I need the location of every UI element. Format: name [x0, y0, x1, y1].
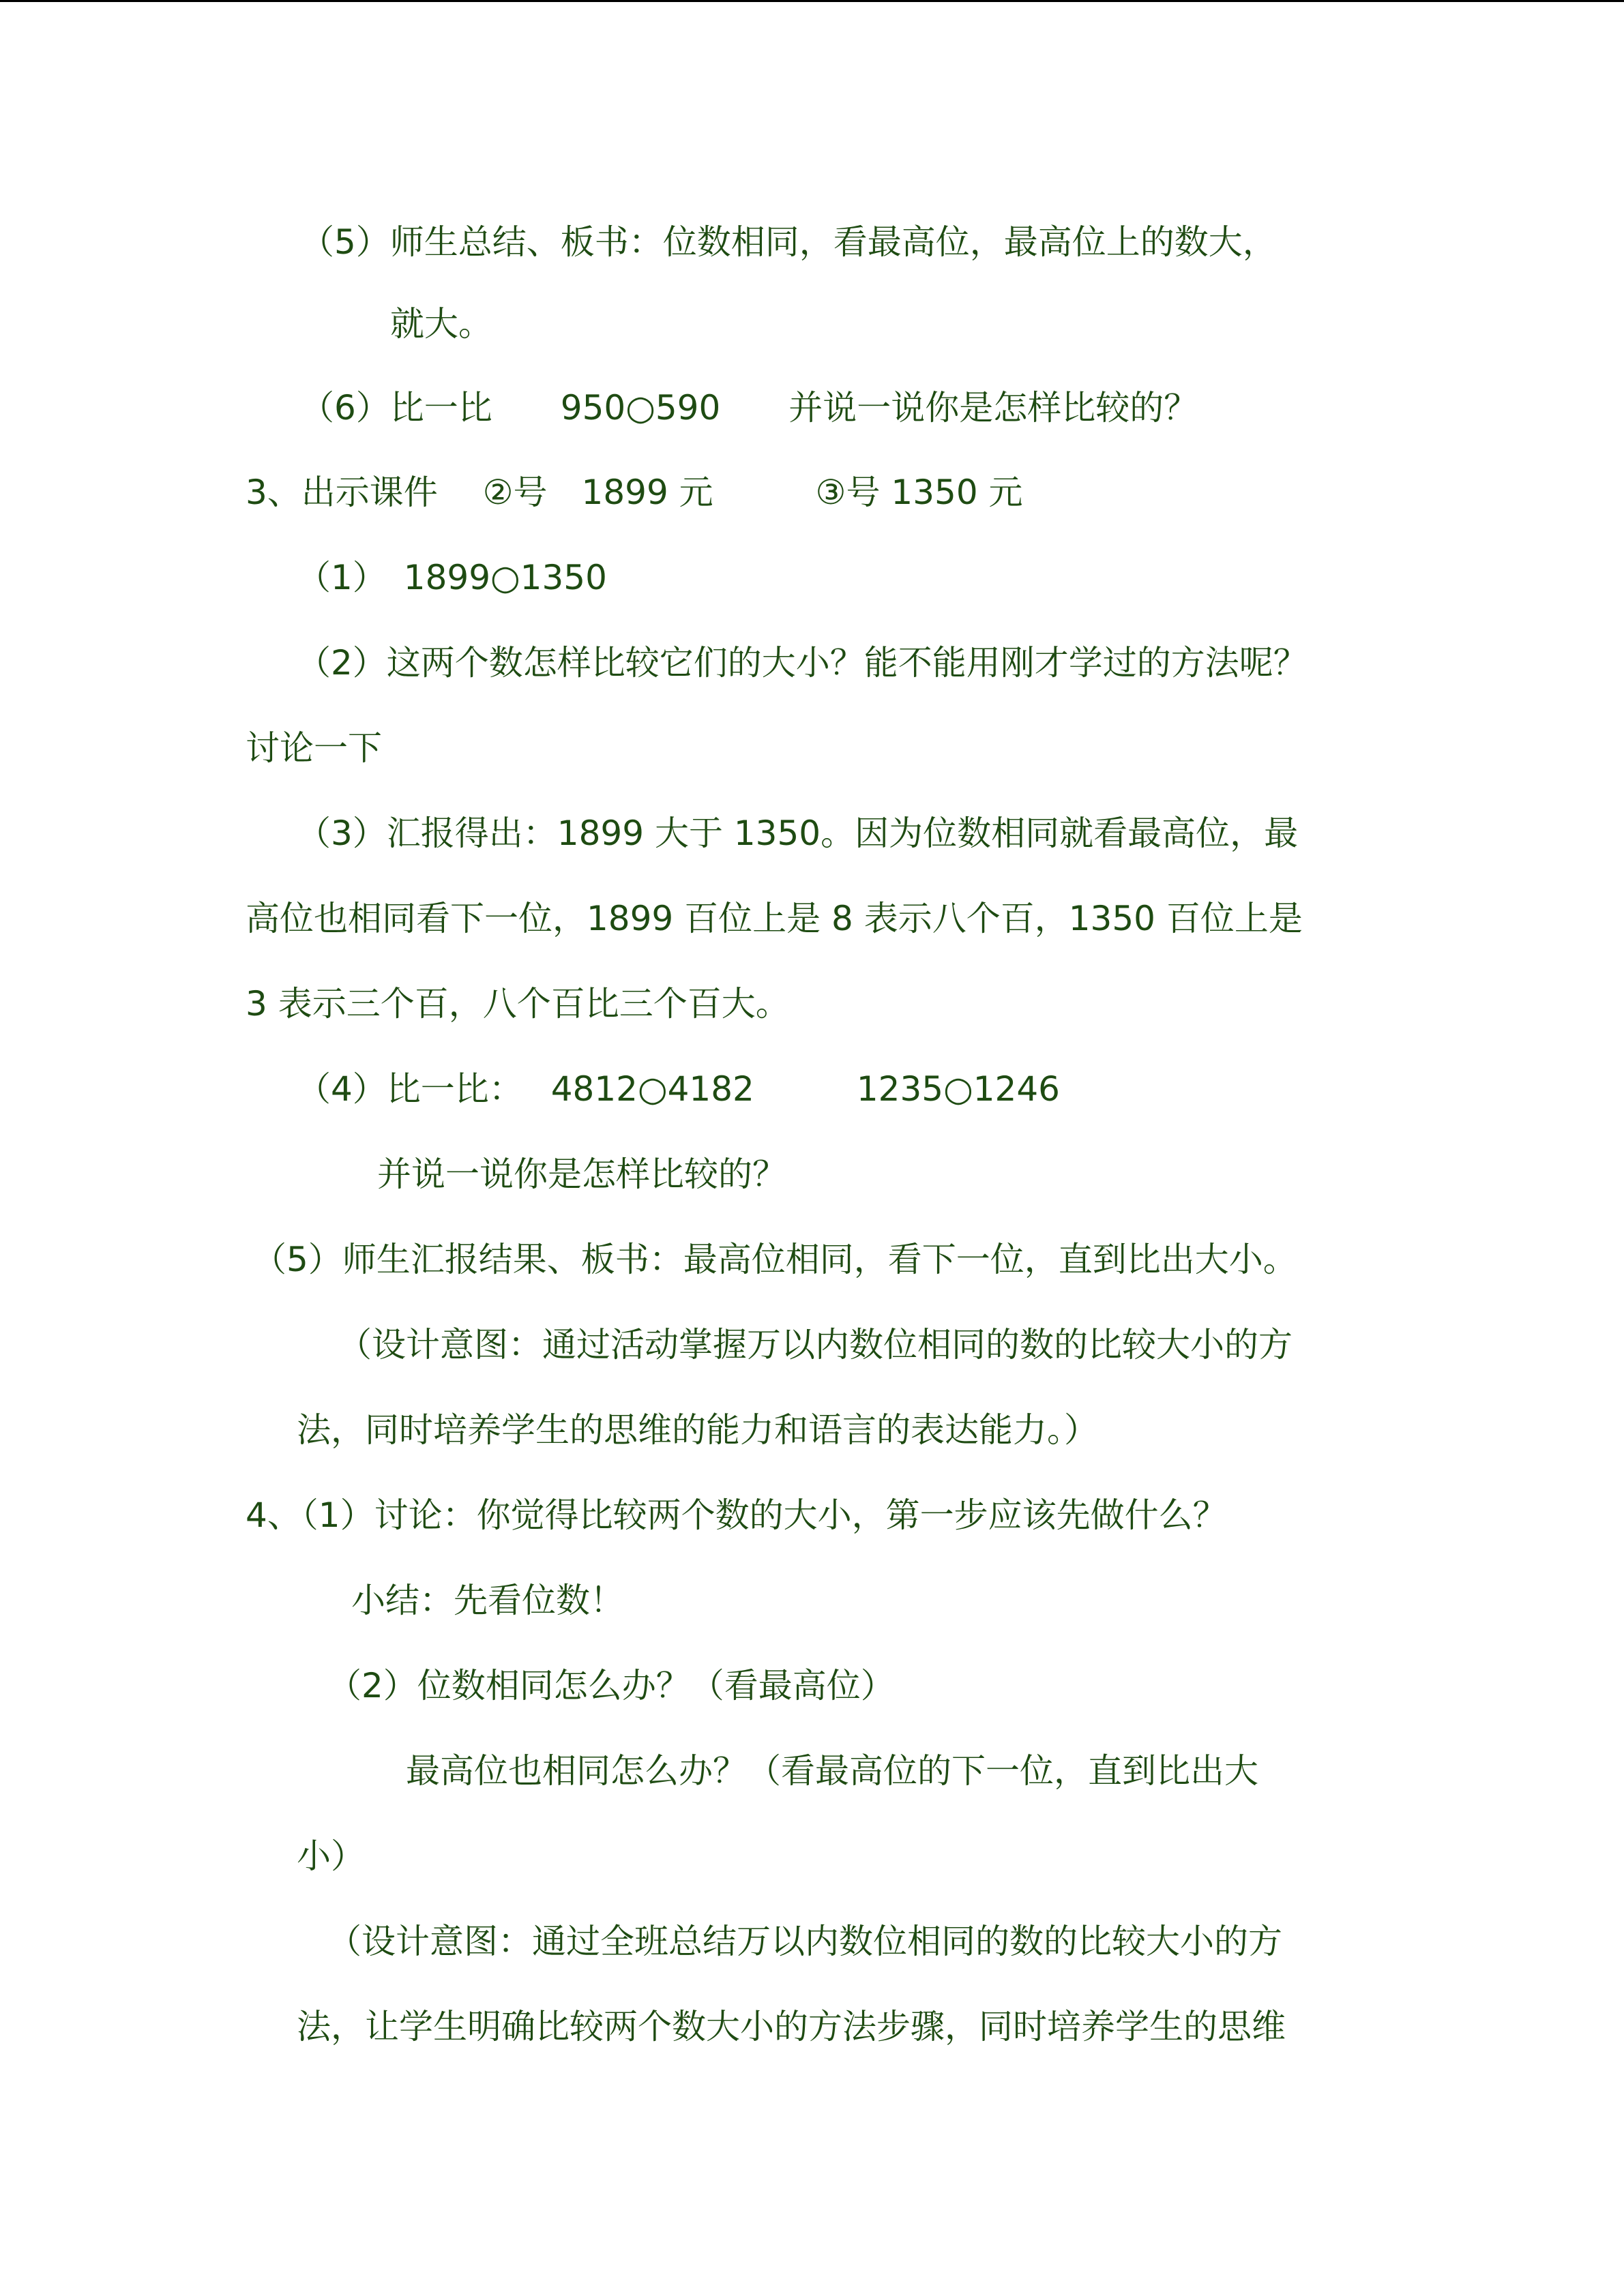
line-4-summary: 小结：先看位数！ — [351, 1581, 624, 1620]
line-3-1: （1） 1899○1350 — [297, 558, 607, 597]
line-4-2: （2）位数相同怎么办？（看最高位） — [327, 1666, 895, 1705]
line-5-summary: （5）师生总结、板书：位数相同，看最高位，最高位上的数大， — [300, 222, 1277, 262]
line-design-1-cont: 法，同时培养学生的思维的能力和语言的表达能力。） — [297, 1410, 1098, 1450]
line-3-4: （4）比一比： 4812○4182 1235○1246 — [297, 1069, 1060, 1109]
line-5-summary-cont: 就大。 — [390, 304, 492, 344]
line-3-4-cont: 并说一说你是怎样比较的？ — [377, 1154, 786, 1194]
line-4-1: 4、（1）讨论：你觉得比较两个数的大小，第一步应该先做什么？ — [246, 1495, 1227, 1535]
line-3-3-cont-a: 高位也相同看下一位，1899 百位上是 8 表示八个百，1350 百位上是 — [246, 899, 1303, 938]
line-design-2: （设计意图：通过全班总结万以内数位相同的数的比较大小的方 — [327, 1922, 1282, 1961]
line-3-2: （2）这两个数怎样比较它们的大小？能不能用刚才学过的方法呢？ — [297, 643, 1308, 683]
line-design-2-cont: 法，让学生明确比较两个数大小的方法步骤，同时培养学生的思维 — [297, 2007, 1286, 2046]
top-border-rule — [0, 0, 1624, 2]
line-4-2-b: 最高位也相同怎么办？（看最高位的下一位，直到比出大 — [406, 1751, 1258, 1791]
line-3-3: （3）汇报得出：1899 大于 1350。因为位数相同就看最高位，最 — [297, 814, 1299, 853]
line-3-2-cont: 讨论一下 — [246, 728, 382, 768]
line-3-5: （5）师生汇报结果、板书：最高位相同，看下一位，直到比出大小。 — [252, 1240, 1297, 1279]
line-design-1: （设计意图：通过活动掌握万以内数位相同的数的比较大小的方 — [338, 1325, 1293, 1365]
line-6-compare: （6）比一比 950○590 并说一说你是怎样比较的？ — [300, 388, 1198, 428]
line-4-2-b-cont: 小） — [297, 1836, 365, 1876]
line-3-3-cont-b: 3 表示三个百，八个百比三个百大。 — [246, 984, 790, 1024]
line-3-heading: 3、出示课件 ②号 1899 元 ③号 1350 元 — [246, 473, 1023, 512]
